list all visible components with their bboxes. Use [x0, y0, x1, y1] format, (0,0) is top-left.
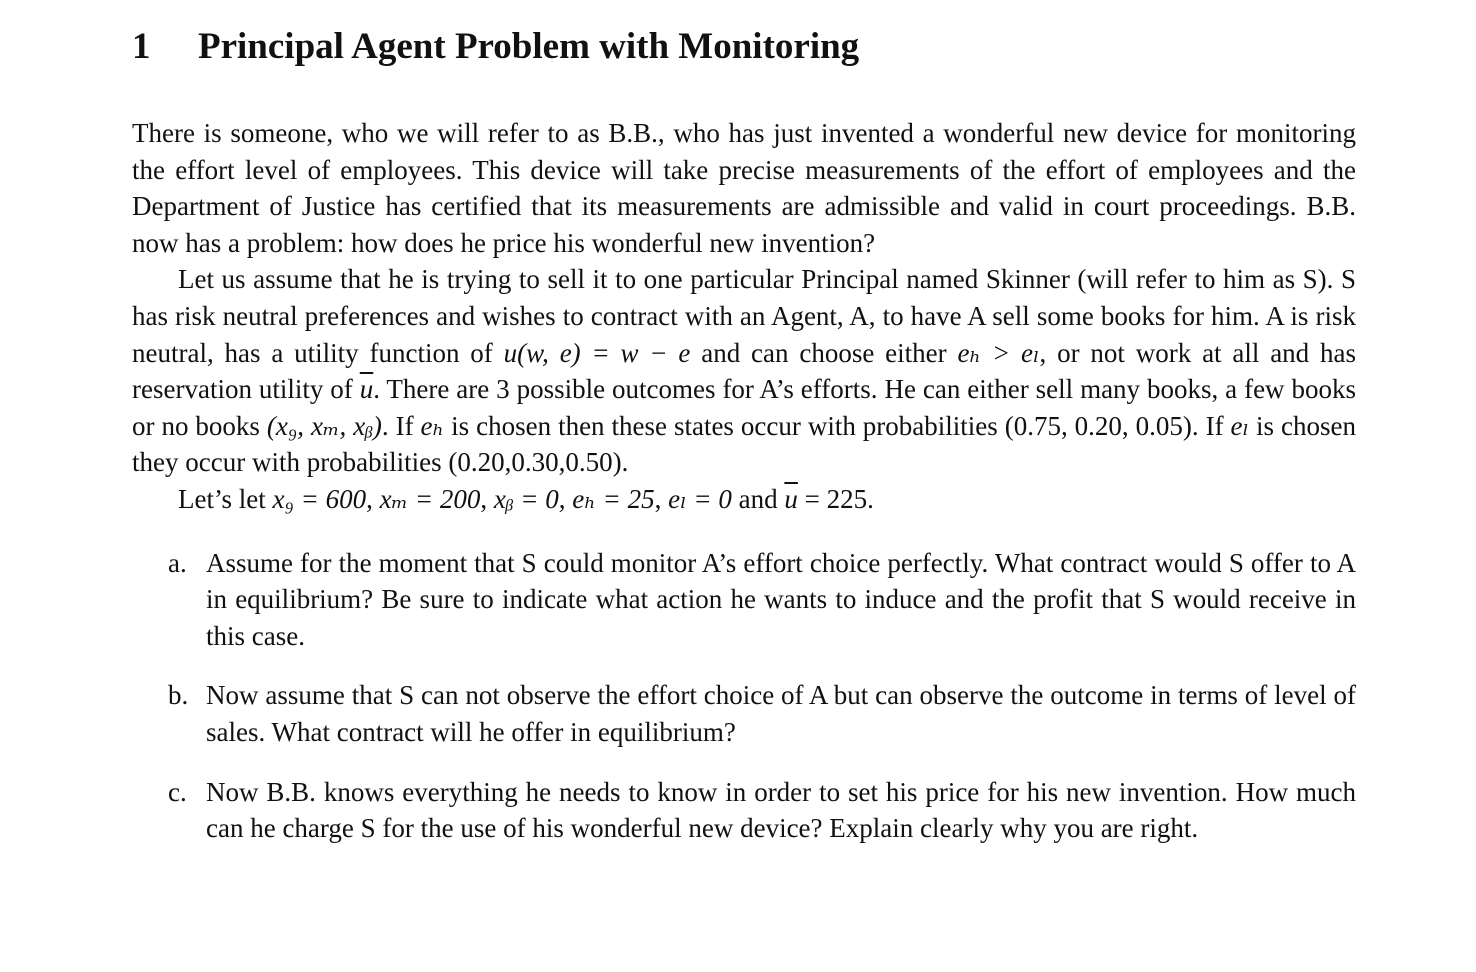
parameters-paragraph	[132, 481, 1356, 518]
param-comma-3: ,	[558, 483, 573, 514]
param-comma-4: ,	[654, 483, 669, 514]
low-effort-symbol: eₗ	[1230, 410, 1250, 441]
param-ubar: $\overline{u}$	[784, 483, 798, 514]
param-and: and	[731, 483, 785, 514]
question-label-b: b.	[168, 680, 189, 711]
param-comma-1: ,	[366, 483, 380, 514]
document-page	[132, 24, 1356, 870]
setup-text-5: . If	[381, 410, 421, 441]
question-item-b	[132, 677, 1356, 750]
reservation-utility-symbol: $\overline{u}$	[359, 374, 374, 405]
param-xg: x₉ = 600	[272, 483, 367, 514]
question-text-c: Now B.B. knows everything he needs to know in order to set his price for his new invention. How much can he charge S for the use of his wonderful new device? Explain clearly why you are right.	[206, 776, 1356, 844]
setup-text-1: Let us assume that he is trying to sell it to one particular Principal named Skinner (will refer to him as S). S has risk neutral preferences and wishes to contract with an Agent, A, to have A sell some books for him. A is risk neutral, has a utility function of	[132, 264, 1356, 368]
question-item-a	[132, 545, 1356, 655]
question-label-a: a.	[168, 547, 187, 578]
param-comma-2: ,	[480, 483, 494, 514]
setup-text-6: is chosen then these states occur with probabilities (0.75, 0.20, 0.05). If	[444, 410, 1231, 441]
setup-paragraph	[132, 261, 1356, 481]
setup-text-3: , or not work at all and has reservation utility of	[132, 337, 1356, 405]
question-text-a: Assume for the moment that S could monitor A’s effort choice perfectly. What contract would S offer to A in equilibrium? Be sure to indicate what action he wants to induce and the profit that S would receive in this case.	[206, 547, 1356, 651]
question-label-c: c.	[168, 776, 187, 807]
high-effort-symbol: eₕ	[420, 410, 445, 441]
setup-text-7: is chosen they occur with probabilities (0.20,0.30,0.50).	[132, 410, 1357, 478]
section-heading	[132, 24, 1356, 70]
setup-text-2: and can choose either	[690, 337, 958, 368]
param-el: eₗ = 0	[668, 483, 732, 514]
param-xm: xₘ = 200	[379, 483, 481, 514]
parameters-lead: Let’s let	[178, 483, 273, 514]
effort-comparison: eₕ > eₗ	[957, 337, 1040, 368]
utility-function: u(w, e) = w − e	[503, 337, 691, 368]
question-text-b: Now assume that S can not observe the effort choice of A but can observe the outcome in terms of level of sales. What contract will he offer in equilibrium?	[206, 680, 1356, 747]
intro-paragraph: There is someone, who we will refer to as B.B., who has just invented a wonderful new device for monitoring the effort level of employees. This device will take precise measurements of the effort of employees and the Department of Justice has certified that its measurements are admissible and valid in court proceedings. B.B. now has a problem: how does he price his wonderful new invention?	[132, 118, 1356, 258]
question-item-c	[132, 774, 1356, 847]
param-ubar-value: = 225.	[797, 483, 874, 514]
param-xb: xᵦ = 0	[493, 483, 559, 514]
setup-text-4: . There are 3 possible outcomes for A’s efforts. He can either sell many books, a few books or no books	[132, 374, 1356, 441]
section-title: Principal Agent Problem with Monitoring	[198, 26, 860, 67]
section-number: 1	[132, 26, 151, 67]
param-eh: eₕ = 25	[572, 483, 655, 514]
question-list	[132, 545, 1356, 847]
outcome-vector: (x₉, xₘ, xᵦ)	[266, 410, 382, 441]
